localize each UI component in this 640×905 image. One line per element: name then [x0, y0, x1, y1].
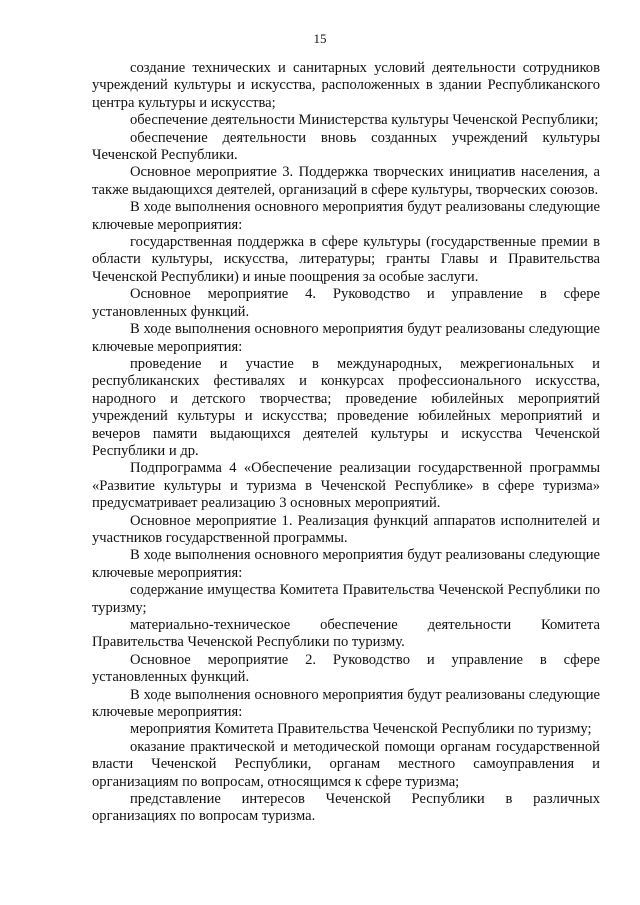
paragraph: оказание практической и методической помощи органам государственной власти Чеченской Республики, органам местного самоуправления и организациям по вопросам, относящимся к сфере туризма; — [92, 738, 600, 790]
paragraph: Основное мероприятие 1. Реализация функций аппаратов исполнителей и участников государственной программы. — [92, 512, 600, 546]
paragraph: представление интересов Чеченской Республики в различных организациях по вопросам туризма. — [92, 791, 600, 825]
page-number: 15 — [313, 31, 327, 46]
paragraph: В ходе выполнения основного мероприятия будут реализованы следующие ключевые мероприятия: — [92, 547, 600, 581]
paragraph: В ходе выполнения основного мероприятия будут реализованы следующие ключевые мероприятия: — [92, 686, 600, 721]
paragraph: обеспечение деятельности вновь созданных учреждений культуры Чеченской Республики. — [92, 129, 600, 164]
paragraph: содержание имущества Комитета Правительства Чеченской Республики по туризму; — [92, 582, 600, 616]
paragraph: проведение и участие в международных, межрегиональных и республиканских фестивалях и конкурсах профессионального искусства, народного и детского творчества; проведение юбилейных мероприятий учреждений культуры и искусства; проведение юбилейных мероприятий и вечеров памяти выдающихся деятелей культуры и искусства Чеченской Республики и др. — [92, 355, 600, 459]
paragraph: Основное мероприятие 4. Руководство и управление в сфере установленных функций. — [92, 286, 600, 320]
paragraph: обеспечение деятельности Министерства культуры Чеченской Республики; — [130, 112, 599, 129]
document-body — [92, 60, 600, 826]
paragraph: материально-техническое обеспечение деятельности Комитета Правительства Чеченской Республики по туризму. — [92, 617, 600, 651]
paragraph: создание технических и санитарных условий деятельности сотрудников учреждений культуры и искусства, расположенных в здании Республиканского центра культуры и искусства; — [92, 60, 600, 111]
paragraph: В ходе выполнения основного мероприятия будут реализованы следующие ключевые мероприятия: — [92, 321, 600, 355]
paragraph: мероприятия Комитета Правительства Чеченской Республики по туризму; — [130, 721, 592, 738]
paragraph: Подпрограмма 4 «Обеспечение реализации государственной программы «Развитие культуры и туризма в Чеченской Республике» в сфере туризма» предусматривает реализацию 3 основных мероприятий. — [92, 460, 600, 512]
paragraph: Основное мероприятие 2. Руководство и управление в сфере установленных функций. — [92, 651, 600, 686]
paragraph: В ходе выполнения основного мероприятия будут реализованы следующие ключевые мероприятия: — [92, 199, 600, 233]
paragraph: государственная поддержка в сфере культуры (государственные премии в области культуры, искусства, литературы; гранты Главы и Правительства Чеченской Республики) и иные поощрения за особые заслуги. — [92, 234, 600, 285]
paragraph: Основное мероприятие 3. Поддержка творческих инициатив населения, а также выдающихся деятелей, организаций в сфере культуры, творческих союзов. — [92, 164, 600, 198]
